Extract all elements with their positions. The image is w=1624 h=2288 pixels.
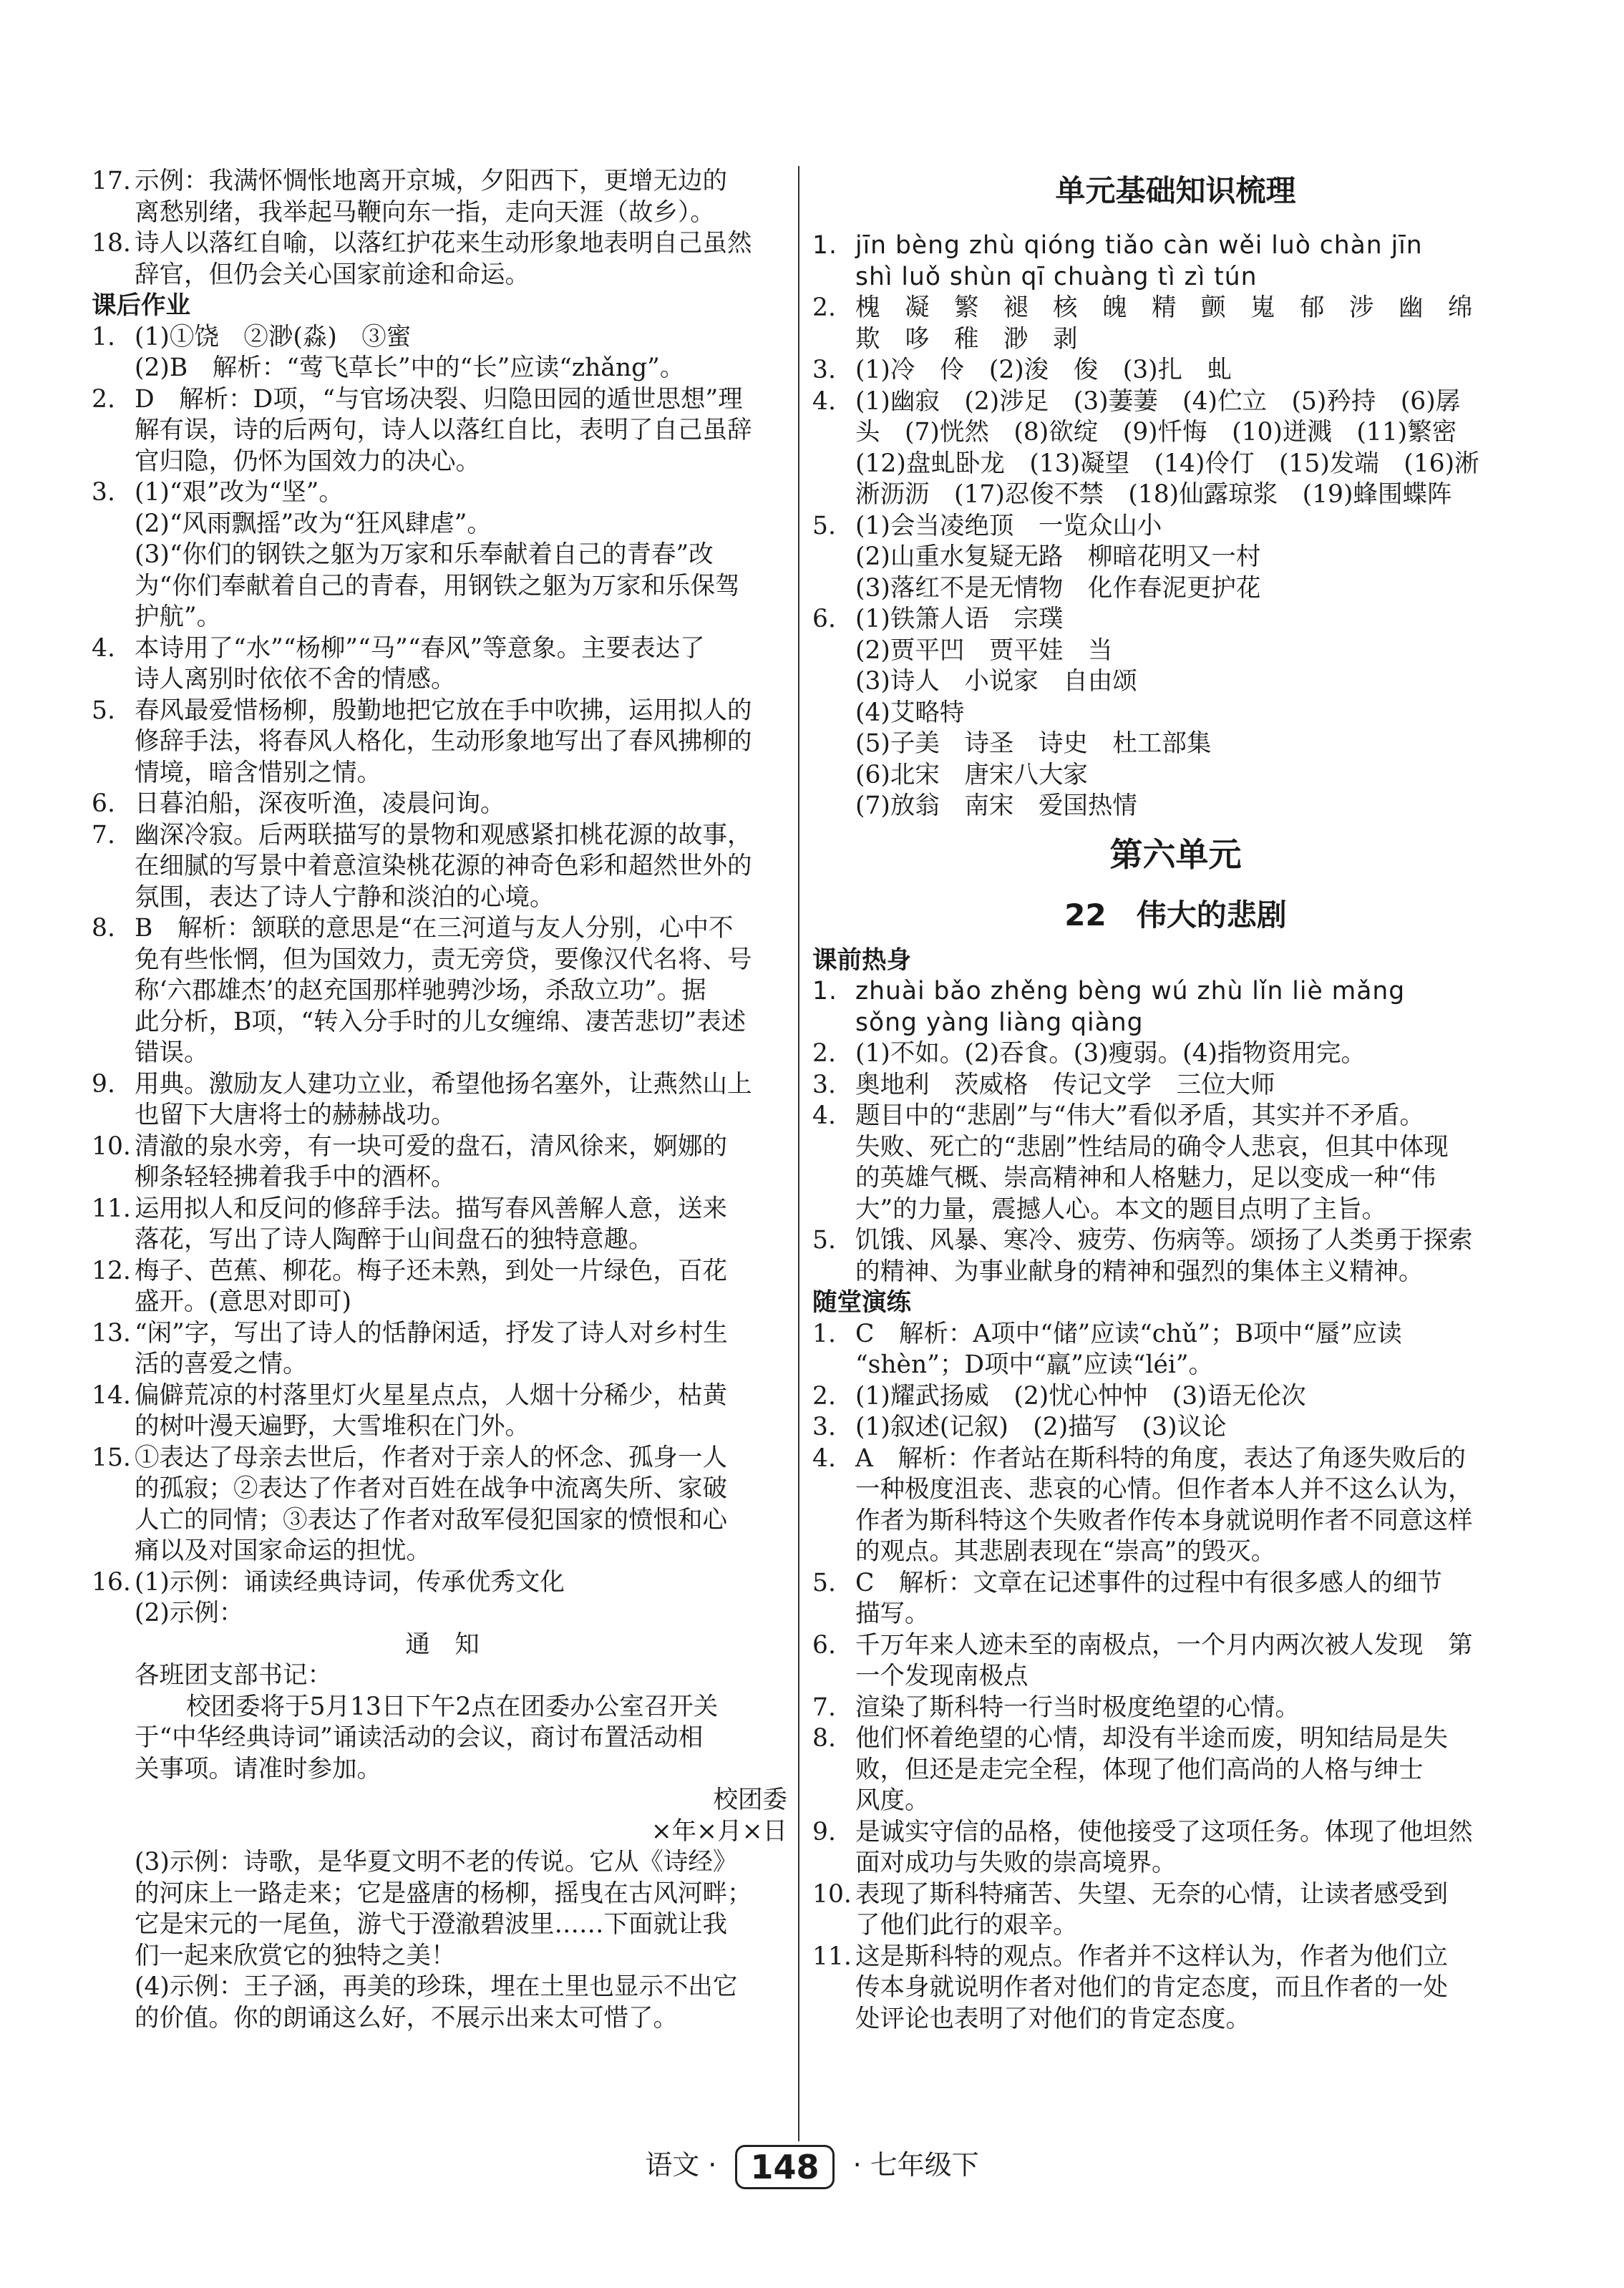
answer-line (92, 1474, 793, 1505)
line-text: (1)会当凌绝顶 一览众山小 (855, 511, 1162, 540)
line-text: (3)示例：诗歌，是华夏文明不老的传说。它从《诗经》 (135, 1848, 738, 1876)
line-text: 幽深冷寂。后两联描写的景物和观感紧扣桃花源的故事， (135, 820, 752, 850)
answer-line (92, 1816, 793, 1848)
item-number: 18. (92, 229, 131, 258)
line-text: 清澈的泉水旁，有一块可爱的盘石，清风徐来，婀娜的 (135, 1131, 727, 1161)
answer-line (92, 477, 793, 509)
line-text: 免有些怅惘，但为国效力，责无旁贷，要像汉代名将、号 (135, 945, 752, 974)
line-text: 这是斯科特的观点。作者并不这样认为，作者为他们立 (855, 1942, 1448, 1971)
answer-line (92, 1381, 793, 1412)
answer-line (92, 1692, 793, 1723)
answer-line (812, 1848, 1539, 1879)
line-text: 用典。激励友人建功立业，希望他扬名塞外，让燕然山上 (135, 1069, 752, 1099)
line-text: 的精神、为事业献身的精神和强烈的集体主义精神。 (855, 1257, 1424, 1286)
line-text: (1)①饶 ②渺(淼) ③蜜 (135, 322, 412, 351)
line-text: 离愁别绪，我举起马鞭向东一指，走向天涯（故乡）。 (135, 198, 715, 227)
line-text: 人亡的同情；③表达了作者对敌军侵犯国家的愤恨和心 (135, 1505, 727, 1534)
answer-line (92, 228, 793, 260)
line-text: (2)B 解析：“莺飞草长”中的“长”应读“zhǎng”。 (135, 354, 685, 382)
unit-review-heading: 单元基础知识梳理 (1055, 173, 1296, 208)
item-number: 8. (92, 914, 115, 943)
lesson-answers (812, 945, 1539, 2035)
item-number: 4. (812, 1101, 836, 1130)
item-number: 13. (92, 1318, 131, 1348)
answer-line (812, 542, 1539, 573)
answer-line (92, 1847, 793, 1879)
answer-line (92, 1598, 793, 1630)
line-text: (7)放翁 南宋 爱国热情 (855, 792, 1137, 820)
line-text: 失败、死亡的“悲剧”性结局的确令人悲哀，但其中体现 (855, 1132, 1449, 1162)
answer-line (92, 913, 793, 945)
line-text: (1)幽寂 (2)涉足 (3)萋萋 (4)伫立 (5)矜持 (6)孱 (855, 386, 1461, 416)
line-text: (1)“艰”改为“坚”。 (135, 478, 344, 507)
answer-line (92, 726, 793, 758)
line-text: 辞官，但仍会关心国家前途和命运。 (135, 260, 530, 289)
line-text: C 解析：A项中“储”应读“chǔ”；B项中“蜃”应读 (855, 1319, 1402, 1348)
footer-subject: 语文 · (645, 2149, 717, 2181)
line-text: 称‘六郡雄杰’的赵充国那样驰骋沙场，杀敌立功”。据 (135, 976, 706, 1005)
line-text: D 解析：D项，“与官场决裂、归隐田园的遁世思想”理 (135, 384, 743, 414)
answer-line (812, 1474, 1539, 1506)
item-number: 6. (812, 1630, 836, 1660)
item-number: 2. (812, 1039, 836, 1068)
answer-line (92, 975, 793, 1007)
answer-line (92, 509, 793, 540)
answer-line (812, 1693, 1539, 1724)
answer-line (812, 636, 1539, 667)
answer-line (812, 1599, 1539, 1630)
line-text: 表现了斯科特痛苦、失望、无奈的心情，让读者感受到 (855, 1879, 1448, 1909)
answer-line (812, 976, 1539, 1008)
line-text: 处评论也表明了对他们的肯定态度。 (855, 2004, 1250, 2033)
item-number: 17. (92, 167, 131, 195)
answer-line (92, 540, 793, 571)
answer-line (92, 1909, 793, 1941)
answer-line (812, 1412, 1539, 1444)
left-column (92, 166, 793, 2034)
answer-line (812, 1319, 1539, 1350)
line-text: (1)耀武扬威 (2)忧心忡忡 (3)语无伦次 (855, 1381, 1306, 1411)
line-text: 课后作业 (92, 291, 190, 320)
answer-line (92, 1100, 793, 1131)
answer-line (812, 262, 1539, 293)
item-number: 6. (812, 605, 836, 633)
answer-line (92, 1443, 793, 1474)
answer-line (812, 324, 1539, 356)
line-text: 为“你们奉献着自己的青春，用钢铁之躯为万家和乐保驾 (135, 571, 740, 600)
answer-line (92, 758, 793, 789)
answer-line (92, 945, 793, 976)
answer-line (812, 1755, 1539, 1786)
answer-line (92, 851, 793, 882)
item-number: 3. (812, 356, 836, 384)
answer-line (812, 1132, 1539, 1164)
line-text: (2)示例： (135, 1599, 244, 1627)
line-text: 题目中的“悲剧”与“伟大”看似矛盾，其实并不矛盾。 (855, 1101, 1425, 1130)
answer-line (812, 1879, 1539, 1911)
line-text: (1)冷 伶 (2)浚 俊 (3)扎 虬 (855, 356, 1232, 384)
line-text: (1)铁箫人语 宗璞 (855, 605, 1064, 633)
answer-line (812, 1444, 1539, 1475)
answer-line (92, 571, 793, 603)
line-text: 是诚实守信的品格，使他接受了这项任务。体现了他坦然 (855, 1817, 1473, 1846)
item-number: 11. (812, 1942, 852, 1971)
item-number: 10. (92, 1131, 131, 1161)
line-text: (4)示例：王子涵，再美的珍珠，埋在土里也显示不出它 (135, 1972, 738, 2001)
answer-line (92, 602, 793, 633)
answer-line (92, 1941, 793, 1972)
line-text: (1)不如。(2)吞食。(3)瘦弱。(4)指物资用完。 (855, 1039, 1366, 1068)
answer-line (812, 1163, 1539, 1194)
item-number: 5. (92, 696, 115, 725)
line-text: 在细腻的写景中着意渲染桃花源的神奇色彩和超然世外的 (135, 852, 752, 880)
answer-line (92, 1069, 793, 1101)
answer-line (92, 415, 793, 447)
line-text: 柳条轻轻拂着我手中的酒杯。 (135, 1163, 456, 1192)
subsection-heading (812, 1287, 1539, 1319)
answer-line (92, 789, 793, 820)
item-number: 1. (92, 322, 115, 351)
line-text: 此分析，B项，“转入分手时的儿女缠绵、凄苦悲切”表述 (135, 1007, 747, 1036)
answer-line (92, 384, 793, 416)
line-text: 梅子、芭蕉、柳花。梅子还未熟，到处一片绿色，百花 (135, 1256, 727, 1285)
line-text: 也留下大唐将士的赫赫战功。 (135, 1101, 456, 1129)
item-number: 1. (812, 1319, 836, 1348)
answer-line (812, 666, 1539, 698)
line-text: “shèn”；D项中“羸”应读“léi”。 (855, 1350, 1214, 1379)
answer-line (812, 1257, 1539, 1288)
footer-grade: · 七年级下 (852, 2149, 979, 2181)
item-number: 9. (92, 1069, 115, 1099)
answer-line (92, 447, 793, 478)
line-text: 的英雄气概、崇高精神和人格魅力，足以变成一种“伟 (855, 1164, 1436, 1192)
item-number: 1. (812, 231, 837, 260)
line-text: 传本身就说明作者对他们的肯定态度，而且作者的一处 (855, 1973, 1448, 2002)
answer-line (92, 696, 793, 727)
line-text: (5)子美 诗圣 诗史 杜工部集 (855, 729, 1212, 758)
answer-line (812, 1008, 1539, 1039)
answer-line (812, 604, 1539, 636)
line-text: 落花，写出了诗人陶醉于山间盘石的独特意趣。 (135, 1225, 653, 1254)
right-column (812, 166, 1539, 2035)
answer-line (92, 353, 793, 384)
item-number: 2. (812, 293, 836, 322)
line-text: (2)“风雨飘摇”改为“狂风肆虐”。 (135, 509, 492, 538)
line-text: 校团委 (713, 1786, 787, 1814)
line-text: 关事项。请准时参加。 (135, 1754, 381, 1783)
answer-line (812, 573, 1539, 605)
line-text: (12)盘虬卧龙 (13)凝望 (14)伶仃 (15)发端 (16)淅 (855, 449, 1479, 478)
page-footer (0, 2143, 1624, 2189)
line-text: (1)示例：诵读经典诗词，传承优秀文化 (135, 1567, 565, 1597)
line-text: 的价值。你的朗诵这么好，不展示出来太可惜了。 (135, 2003, 678, 2033)
line-text: 槐 凝 繁 褪 核 魄 精 颤 嵬 郁 涉 幽 绵 (855, 293, 1473, 322)
answer-line (92, 1349, 793, 1381)
line-text: 他们怀着绝望的心情，却没有半途而废，明知结局是失 (855, 1724, 1448, 1753)
line-text: 渲染了斯科特一行当时极度绝望的心情。 (855, 1693, 1300, 1722)
line-text: 败，但还是走完全程，体现了他们高尚的人格与绅士 (855, 1755, 1424, 1784)
item-number: 16. (92, 1567, 131, 1597)
item-number: 15. (92, 1443, 131, 1472)
answer-line (92, 1194, 793, 1225)
answer-line (92, 1754, 793, 1786)
answer-line (92, 1131, 793, 1163)
item-number: 8. (812, 1724, 836, 1753)
item-number: 7. (92, 820, 115, 850)
answer-line (812, 1225, 1539, 1257)
line-text: ×年×月×日 (651, 1816, 787, 1846)
line-text: 修辞手法，将春风人格化，生动形象地写出了春风拂柳的 (135, 727, 752, 756)
review-answers (812, 230, 1539, 822)
answer-line (92, 1660, 793, 1692)
line-text: 诗人离别时依依不舍的情感。 (135, 665, 456, 693)
line-text: 了他们此行的艰辛。 (855, 1911, 1078, 1939)
answer-line (92, 1007, 793, 1038)
line-text: 官归隐，仍怀为国效力的决心。 (135, 447, 480, 476)
answer-line (812, 1817, 1539, 1849)
line-text: 一个发现南极点 (855, 1662, 1029, 1690)
answer-line (92, 1287, 793, 1318)
answer-line (812, 698, 1539, 729)
line-text: 饥饿、风暴、寒冷、疲劳、伤病等。颂扬了人类勇于探索 (855, 1226, 1473, 1255)
item-number: 9. (812, 1817, 836, 1846)
answer-line (812, 449, 1539, 480)
line-text: 们一起来欣赏它的独特之美！ (135, 1941, 456, 1970)
answer-line (812, 1942, 1539, 1973)
line-text: 它是宋元的一尾鱼，游弋于澄澈碧波里……下面就让我 (135, 1910, 727, 1939)
line-text: 校团委将于5月13日下午2点在团委办公室召开关 (186, 1692, 719, 1721)
line-text: 示例：我满怀惆怅地离开京城，夕阳西下，更增无边的 (135, 167, 727, 195)
answer-line (92, 166, 793, 198)
answer-line (812, 1568, 1539, 1600)
line-text: (2)贾平凹 贾平娃 当 (855, 636, 1113, 665)
answer-line (812, 1723, 1539, 1755)
answer-line (812, 1350, 1539, 1381)
answer-line (812, 2004, 1539, 2035)
line-text: A 解析：作者站在斯科特的角度，表达了角逐失败后的 (855, 1444, 1466, 1473)
line-text: 痛以及对国家命运的担忧。 (135, 1537, 431, 1565)
answer-line (812, 1506, 1539, 1537)
answer-line (812, 355, 1539, 386)
answer-line (92, 1411, 793, 1443)
answer-line (812, 1101, 1539, 1132)
line-text: 通 知 (405, 1630, 480, 1659)
answer-line (92, 1225, 793, 1256)
item-number: 1. (812, 977, 837, 1006)
line-text: zhuài bǎo zhěng bèng wú zhù lǐn liè mǎng (855, 977, 1406, 1006)
answer-line (812, 729, 1539, 760)
answer-line (92, 664, 793, 696)
line-text: 错误。 (135, 1038, 209, 1067)
item-number: 6. (92, 789, 115, 818)
line-text: 盛开。(意思对即可) (135, 1287, 351, 1316)
answer-line (92, 882, 793, 914)
answer-line (92, 2003, 793, 2035)
answer-line (812, 293, 1539, 324)
item-number: 2. (812, 1381, 836, 1411)
answer-line (812, 791, 1539, 822)
line-text: (2)山重水复疑无路 柳暗花明又一村 (855, 542, 1261, 571)
item-number: 3. (812, 1070, 836, 1099)
line-text: 描写。 (855, 1600, 930, 1628)
answer-line (812, 1038, 1539, 1070)
item-number: 12. (92, 1256, 131, 1285)
line-text: (3)诗人 小说家 自由颂 (855, 667, 1137, 696)
line-text: 活的喜爱之情。 (135, 1350, 308, 1378)
item-number: 2. (92, 384, 115, 414)
answer-line (812, 1630, 1539, 1662)
line-text: 护航”。 (135, 603, 222, 631)
line-text: B 解析：颔联的意思是“在三河道与友人分别，心中不 (135, 914, 734, 943)
item-number: 5. (812, 1568, 836, 1597)
unit-six-heading: 第六单元 (1109, 834, 1242, 874)
answer-line (92, 1972, 793, 2003)
answer-line (92, 260, 793, 291)
answer-line (92, 1567, 793, 1599)
line-text: 运用拟人和反问的修辞手法。描写春风善解人意，送来 (135, 1194, 727, 1223)
line-text: (3)“你们的钢铁之躯为万家和乐奉献着自己的青春”改 (135, 540, 714, 569)
answer-line (812, 386, 1539, 418)
line-text: 头 (7)恍然 (8)欲绽 (9)忏悔 (10)迸溅 (11)繁密 (855, 418, 1457, 447)
line-text: (3)落红不是无情物 化作春泥更护花 (855, 573, 1261, 603)
item-number: 3. (92, 478, 115, 507)
answer-line (812, 1070, 1539, 1101)
line-text: 一种极度沮丧、悲哀的心情。但作者本人并不这么认为， (855, 1475, 1473, 1504)
answer-line (92, 322, 793, 354)
answer-line (92, 820, 793, 852)
line-text: 课前热身 (812, 945, 911, 975)
item-number: 3. (812, 1413, 836, 1441)
line-text: 淅沥沥 (17)忍俊不禁 (18)仙露琼浆 (19)蜂围蝶阵 (855, 480, 1452, 509)
line-text: 春风最爱惜杨柳，殷勤地把它放在手中吹拂，运用拟人的 (135, 696, 752, 725)
answer-line (812, 1910, 1539, 1942)
line-text: 的孤寂；②表达了作者对百姓在战争中流离失所、家破 (135, 1474, 727, 1503)
subsection-heading (812, 945, 1539, 977)
answer-line (92, 1505, 793, 1537)
line-text: 风度。 (855, 1786, 930, 1815)
answer-line (92, 1038, 793, 1069)
answer-line (812, 1194, 1539, 1226)
answer-line (92, 198, 793, 229)
line-text: 千万年来人迹未至的南极点，一个月内两次被人发现 第 (855, 1630, 1473, 1660)
item-number: 4. (812, 386, 836, 416)
answer-line (812, 230, 1539, 262)
answer-line (92, 1785, 793, 1816)
line-text: 日暮泊船，深夜听渔，凌晨问询。 (135, 789, 505, 818)
line-text: 偏僻荒凉的村落里灯火星星点点，人烟十分稀少，枯黄 (135, 1381, 727, 1410)
line-text: (4)艾略特 (855, 698, 965, 727)
line-text: 大”的力量，震撼人心。本文的题目点明了主旨。 (855, 1194, 1387, 1224)
answer-line (92, 633, 793, 665)
item-number: 4. (92, 633, 115, 663)
answer-line (812, 1786, 1539, 1817)
answer-line (812, 1381, 1539, 1413)
line-text: 各班团支部书记： (135, 1661, 332, 1690)
answer-line (812, 1972, 1539, 2004)
answer-line (812, 479, 1539, 511)
line-text: 本诗用了“水”“杨柳”“马”“春风”等意象。主要表达了 (135, 633, 705, 663)
line-text: shì luǒ shùn qī chuàng tì zì tún (855, 262, 1258, 291)
line-text: 诗人以落红自喻，以落红护花来生动形象地表明自己虽然 (135, 229, 752, 258)
lesson-title: 22 伟大的悲剧 (1064, 897, 1287, 933)
answer-line (812, 1537, 1539, 1568)
line-text: 情境，暗含惜别之情。 (135, 758, 381, 787)
line-text: C 解析：文章在记述事件的过程中有很多感人的细节 (855, 1568, 1442, 1597)
answer-line (92, 1630, 793, 1661)
answer-line (92, 1318, 793, 1350)
line-text: 随堂演练 (812, 1288, 911, 1317)
line-text: 的树叶漫天遍野，大雪堆积在门外。 (135, 1412, 530, 1441)
item-number: 10. (812, 1879, 852, 1909)
line-text: ①表达了母亲去世后，作者对于亲人的怀念、孤身一人 (135, 1443, 727, 1472)
item-number: 7. (812, 1693, 836, 1722)
line-text: 奥地利 茨威格 传记文学 三位大师 (855, 1070, 1275, 1099)
line-text: 解有误，诗的后两句，诗人以落红自比，表明了自己虽辞 (135, 416, 752, 444)
line-text: (1)叙述(记叙) (2)描写 (3)议论 (855, 1413, 1227, 1441)
answer-line (92, 1162, 793, 1194)
line-text: 于“中华经典诗词”诵读活动的会议，商讨布置活动相 (135, 1723, 704, 1752)
answer-line (92, 1879, 793, 1910)
line-text: jīn bèng zhù qióng tiǎo càn wěi luò chàn jīn (855, 231, 1423, 260)
item-number: 4. (812, 1444, 836, 1473)
line-text: 氛围，表达了诗人宁静和淡泊的心境。 (135, 882, 555, 912)
line-text: (6)北宋 唐宋八大家 (855, 760, 1088, 789)
answer-line (92, 1536, 793, 1567)
subsection-heading (92, 291, 793, 322)
item-number: 5. (812, 511, 836, 540)
answer-line (812, 417, 1539, 449)
line-text: 欺 哆 稚 渺 剥 (855, 324, 1078, 354)
column-divider (798, 166, 799, 2141)
line-text: 的观点。其悲剧表现在“崇高”的毁灭。 (855, 1537, 1276, 1566)
item-number: 5. (812, 1226, 836, 1255)
line-text: 作者为斯科特这个失败者作传本身就说明作者不同意这样 (855, 1506, 1473, 1535)
line-text: sǒng yàng liàng qiàng (855, 1008, 1144, 1037)
answer-line (92, 1256, 793, 1287)
line-text: 面对成功与失败的崇高境界。 (855, 1849, 1177, 1877)
line-text: “闲”字，写出了诗人的恬静闲适，抒发了诗人对乡村生 (135, 1318, 728, 1348)
item-number: 11. (92, 1194, 131, 1223)
answer-line (92, 1723, 793, 1754)
page-number: 148 (735, 2145, 834, 2189)
answer-line (812, 1661, 1539, 1693)
line-text: 的河床上一路走来；它是盛唐的杨柳，摇曳在古风河畔； (135, 1879, 752, 1908)
answer-line (812, 760, 1539, 792)
answer-line (812, 511, 1539, 542)
item-number: 14. (92, 1381, 131, 1410)
